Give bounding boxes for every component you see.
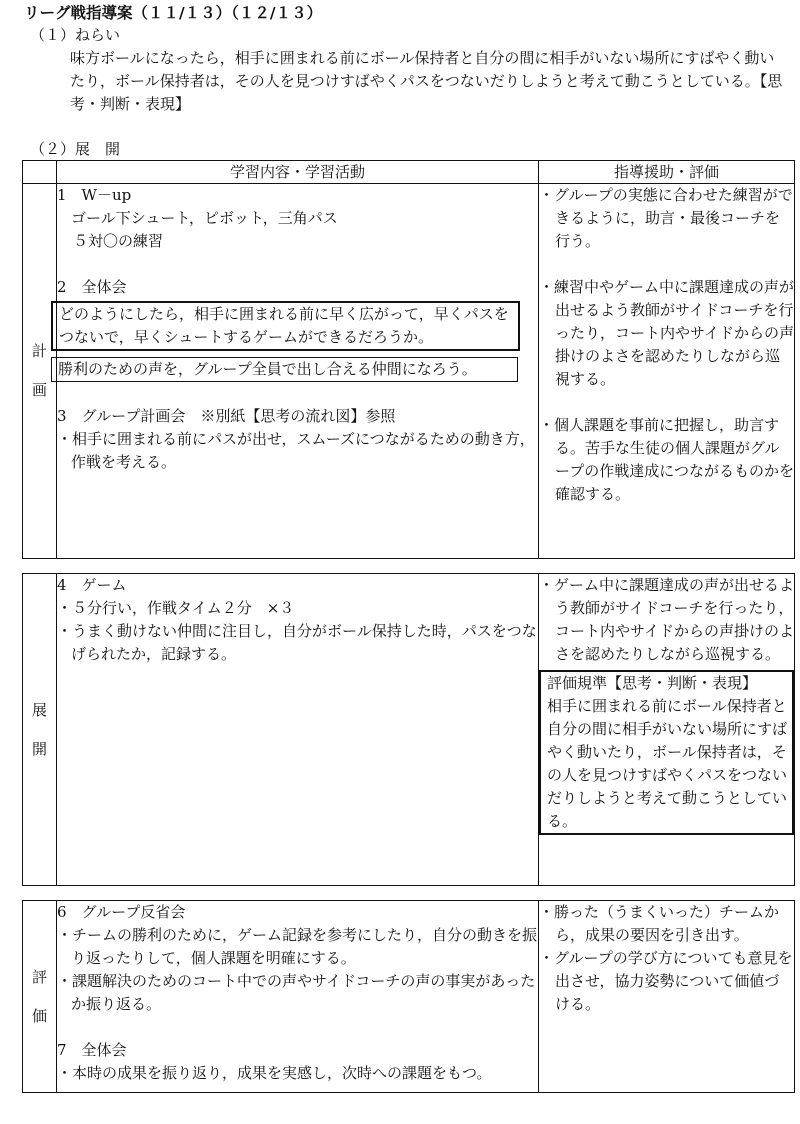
- review-guidance-1: ・勝った（うまくいった）チームから，成果の要因を引き出す。: [539, 903, 780, 944]
- phase-plan-char-1: 計: [31, 342, 47, 360]
- phase-plan-char-2: 画: [31, 381, 47, 399]
- step-1-line-2: ５対〇の練習: [73, 232, 164, 250]
- evaluation-criteria-box: [539, 670, 794, 835]
- review-activities: [57, 901, 539, 1093]
- plan-guidance-2: ・練習中やゲーム中に課題達成の声が出せるよう教師がサイドコーチを行ったり，コート内やサイドからの声掛けのよさを認めたりしながら巡視する。: [539, 278, 795, 388]
- phase-development-char-1: 展: [31, 700, 47, 719]
- step-6-bullet-1: ・チームの勝利のために，ゲーム記録を参考にしたり，自分の動きを振り返ったりして，個人課題を明確にする。: [57, 926, 538, 967]
- development-heading: （２）展 開: [30, 140, 121, 158]
- document-title: リーグ戦指導案（１１/１３）（１２/１３）: [24, 4, 323, 22]
- phase-development: [23, 574, 57, 886]
- phase-development-char-2: 開: [31, 739, 47, 758]
- plan-row: [23, 184, 795, 559]
- lesson-plan-table: [22, 160, 795, 1093]
- table-header-row: [23, 161, 795, 184]
- aim-heading: （１）ねらい: [30, 26, 121, 44]
- header-activities: 学習内容・学習活動: [57, 161, 539, 184]
- phase-review: [23, 901, 57, 1093]
- development-guidance: [539, 574, 795, 886]
- development-guidance-1: ・ゲーム中に課題達成の声が出せるよう教師がサイドコーチを行ったり，コート内やサイドからの声掛けのよさを認めたりしながら巡視する。: [539, 576, 795, 663]
- step-6-heading: 6 グループ反省会: [57, 903, 186, 921]
- development-row: [23, 574, 795, 886]
- step-4-bullet-1: ・５分行い，作戦タイム２分 ×３: [57, 599, 295, 617]
- step-6-bullet-2: ・課題解決のためのコート中での声やサイドコーチの声の事実があったか振り返る。: [57, 972, 536, 1013]
- phase-review-char-2: 価: [31, 1006, 47, 1025]
- step-1-heading: 1 W－up: [57, 186, 132, 204]
- plan-guidance: [539, 184, 795, 559]
- header-guidance: 指導援助・評価: [539, 161, 795, 184]
- step-4-bullet-2: ・うまく動けない仲間に注目し，自分がボール保持した時，パスをつなげられたか，記録する。: [57, 622, 537, 663]
- goal-box-question: どのようにしたら，相手に囲まれる前に早く広がって，早くパスをつないで，早くシュートするゲームができるだろうか。: [51, 301, 520, 351]
- review-guidance: [539, 901, 795, 1093]
- development-activities: [57, 574, 539, 886]
- evaluation-criteria-text: 相手に囲まれる前にボール保持者と自分の間に相手がいない場所にすばやく動いたり，ボール保持者は，その人を見つけすばやくパスをつないだりしようと考えて動こうとしている。: [547, 697, 788, 830]
- phase-review-char-1: 評: [31, 967, 47, 986]
- step-7-bullet-1: ・本時の成果を振り返り，成果を実感し，次時への課題をもつ。: [57, 1064, 492, 1082]
- step-3-bullet-1: ・相手に囲まれる前にパスが出せ，スムーズにつながるための動き方，作戦を考える。: [57, 430, 535, 471]
- step-1-line-1: ゴール下シュート，ピボット，三角パス: [71, 209, 338, 227]
- goal-box-voice: 勝利のための声を，グループ全員で出し合える仲間になろう。: [51, 357, 518, 382]
- review-row: [23, 901, 795, 1093]
- header-phase: [23, 161, 57, 184]
- plan-guidance-1: ・グループの実態に合わせた練習ができるように，助言・最後コーチを行う。: [539, 186, 793, 250]
- plan-activities: [57, 184, 539, 559]
- step-4-heading: 4 ゲーム: [57, 576, 127, 594]
- step-3-heading: 3 グループ計画会 ※別紙【思考の流れ図】参照: [57, 407, 396, 425]
- aim-text: 味方ボールになったら，相手に囲まれる前にボール保持者と自分の間に相手がいない場所にすばやく動いたり，ボール保持者は，その人を見つけすばやくパスをつないだりしようと考えて動こうとしている。【思考・判断・表現】: [70, 49, 783, 113]
- review-guidance-2: ・グループの学び方についても意見を出させ，協力姿勢について価値づける。: [539, 949, 793, 1013]
- plan-guidance-3: ・個人課題を事前に把握し，助言する。苦手な生徒の個人課題がグループの作戦達成につながるものかを確認する。: [539, 416, 794, 503]
- evaluation-criteria-title: 評価規準【思考・判断・表現】: [547, 674, 758, 692]
- step-2-heading: 2 全体会: [57, 278, 127, 296]
- step-7-heading: 7 全体会: [57, 1041, 127, 1059]
